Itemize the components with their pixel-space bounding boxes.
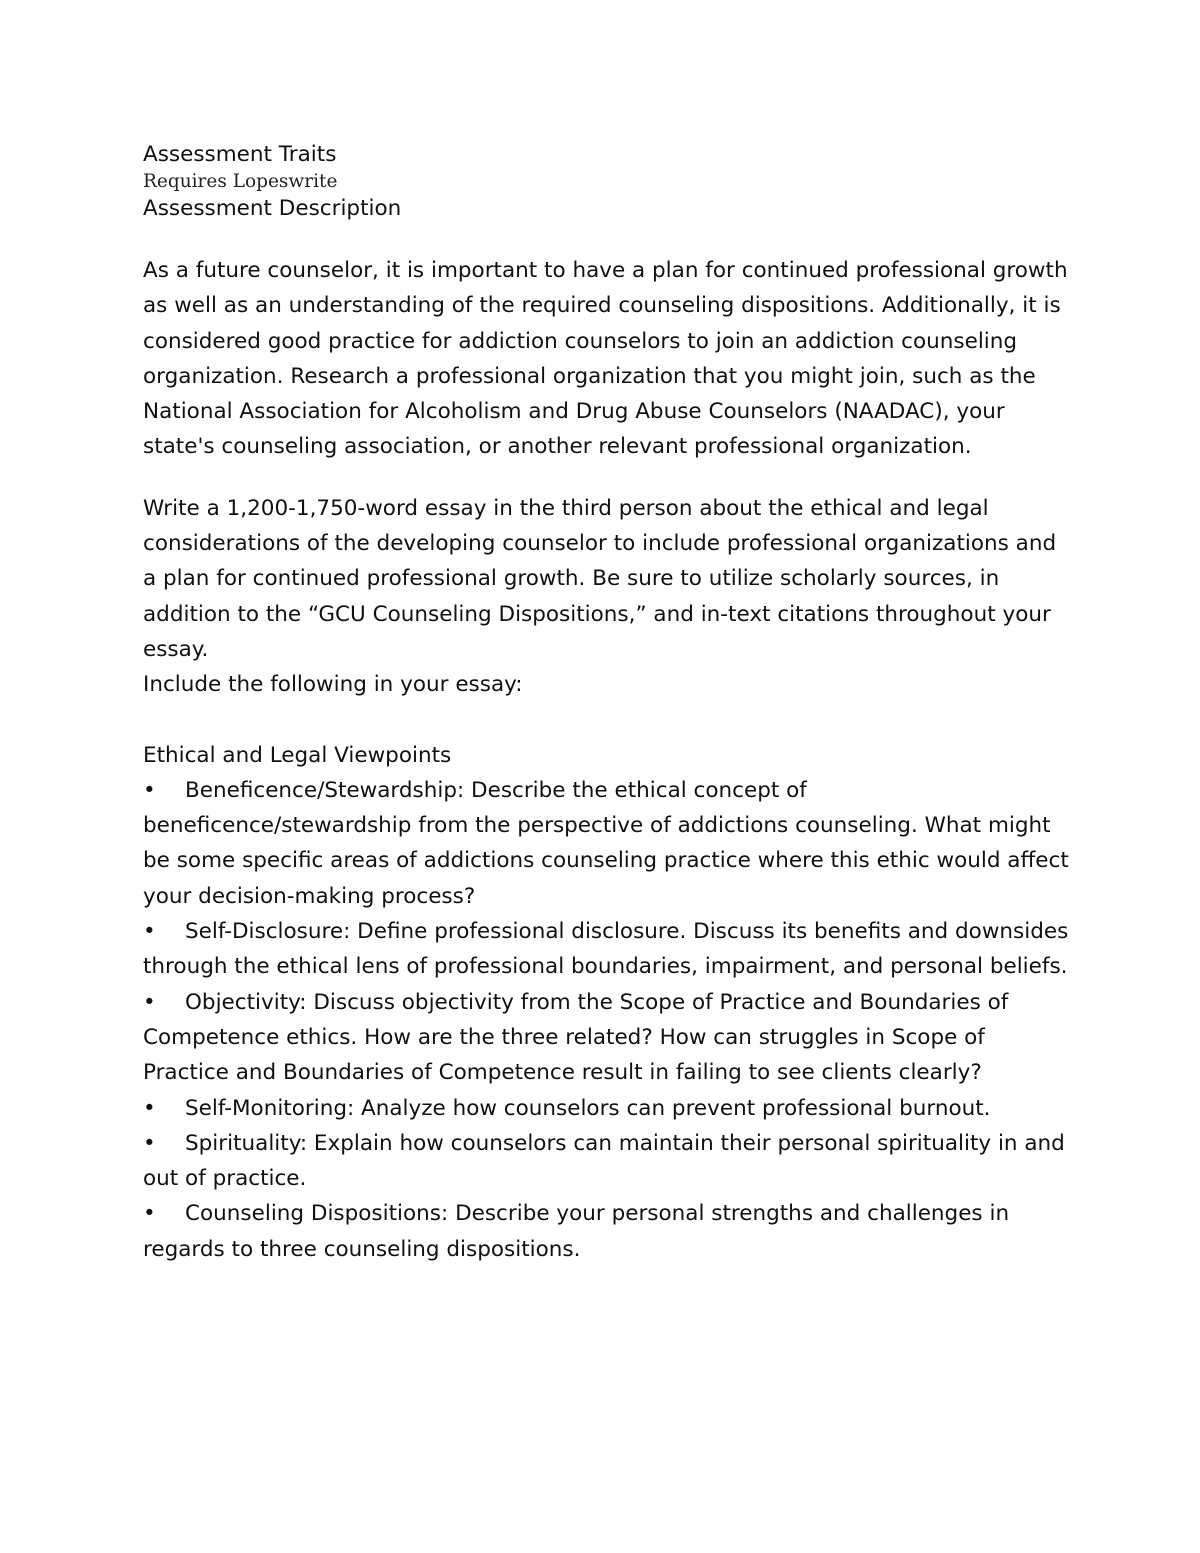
- intro-paragraph: As a future counselor, it is important to have a plan for continued professional growth as well as an understanding of the required counseling dispositions. Additionally, it is considered good practice for addiction counselors to join an addiction counseling organization. Research a professional organization that you might join, such as the National Association for Alcoholism and Drug Abuse Counselors (NAADAC), your state's counseling association, or another relevant professional organization.: [143, 258, 1068, 460]
- assessment-description-heading: Assessment Description: [143, 196, 402, 221]
- list-item-text: Self-Disclosure: Define professional disclosure. Discuss its benefits and downsides through the ethical lens of professional boundaries, impairment, and personal beliefs.: [143, 919, 1069, 980]
- bullet-icon: •: [143, 989, 156, 1015]
- list-item: [143, 773, 1073, 914]
- include-line: Include the following in your essay:: [143, 672, 523, 698]
- bullet-icon: •: [143, 1201, 156, 1227]
- viewpoints-list: [143, 773, 1073, 1267]
- list-item-text: Spirituality: Explain how counselors can maintain their personal spirituality in and out of practice.: [143, 1130, 1065, 1192]
- bullet-icon: •: [143, 777, 156, 803]
- list-item: [143, 1091, 1073, 1126]
- list-item: [143, 985, 1073, 1091]
- assessment-traits-value: Requires Lopeswrite: [143, 171, 338, 192]
- list-item-text: Self-Monitoring: Analyze how counselors can prevent professional burnout.: [185, 1095, 991, 1121]
- bullet-icon: •: [143, 1130, 156, 1156]
- list-item: [143, 1126, 1073, 1197]
- list-item-text: Beneficence/Stewardship: Describe the ethical concept of beneficence/stewardship from the perspective of addictions counseling. What might be some specific areas of addictions counseling practice where this ethic would affect your decision-making process?: [143, 777, 1069, 909]
- list-item: [143, 1196, 1073, 1267]
- bullet-icon: •: [143, 1095, 156, 1121]
- bullet-icon: •: [143, 919, 156, 945]
- document-body: [143, 141, 1073, 1267]
- section-title: Ethical and Legal Viewpoints: [143, 742, 452, 768]
- list-item-text: Objectivity: Discuss objectivity from the Scope of Practice and Boundaries of Competence ethics. How are the three related? How can struggles in Scope of Practice and Boundaries of Competence result in failing to see clients clearly?: [143, 989, 1009, 1086]
- paragraph-spacer: [143, 465, 1073, 491]
- essay-instructions-paragraph: Write a 1,200-1,750-word essay in the third person about the ethical and legal considerations of the developing counselor to include professional organizations and a plan for continued professional growth. Be sure to utilize scholarly sources, in addition to the “GCU Counseling Dispositions,” and in-text citations throughout your essay.: [143, 495, 1057, 662]
- list-item: [143, 914, 1073, 985]
- list-item-text: Counseling Dispositions: Describe your personal strengths and challenges in regards to three counseling dispositions.: [143, 1201, 1010, 1262]
- assessment-traits-heading: Assessment Traits: [143, 142, 337, 167]
- section-spacer: [143, 703, 1073, 738]
